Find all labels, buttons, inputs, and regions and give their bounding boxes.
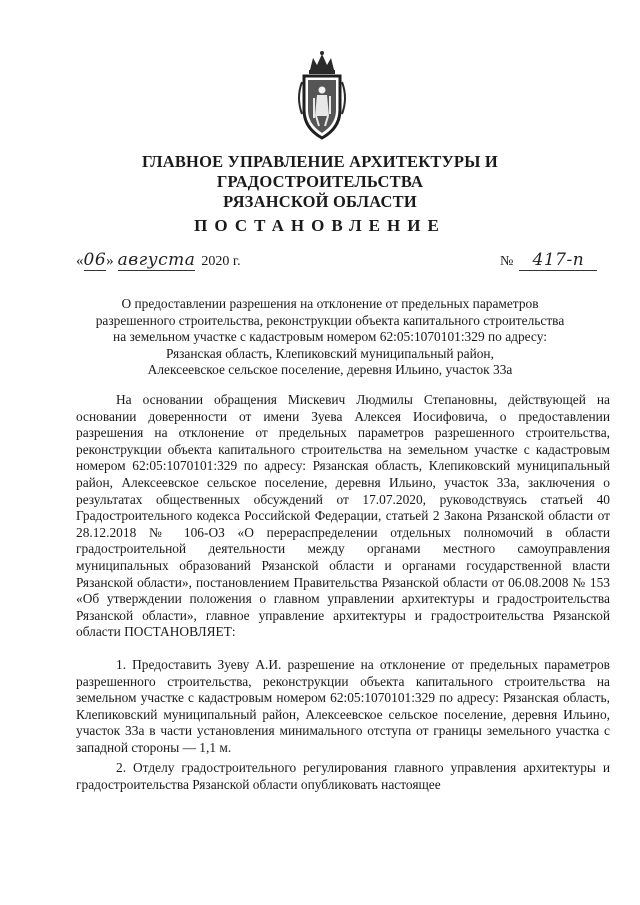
- subject-line: Алексеевское сельское поселение, деревня Ильино, участок 33а: [147, 362, 513, 377]
- quote-open: «: [76, 253, 84, 269]
- subject-line: на земельном участке с кадастровым номером 62:05:1070101:329 по адресу:: [113, 329, 547, 344]
- document-body: [76, 392, 610, 794]
- date-month: августа: [117, 250, 196, 270]
- subject-line: Рязанская область, Клепиковский муниципальный район,: [166, 345, 494, 361]
- subject-line: О предоставлении разрешения на отклонение от предельных параметров: [121, 296, 539, 311]
- organization-title: [40, 152, 600, 212]
- coat-of-arms-icon: [296, 48, 348, 148]
- item-1-paragraph: 1. Предоставить Зуеву А.И. разрешение на отклонение от предельных параметров разрешенного строительства, реконструкции объекта капитального строительства на земельном участке с кадастровым номером 62:05:1070101:329 по адресу: Рязанская область, Клепиковский муниципальный район, Алексеевское сельское поселение, деревня Ильино, участок 33а в части установления минимального отступа от границы земельного участка с западной стороны — 1,1 м.: [76, 656, 610, 755]
- preamble-paragraph: На основании обращения Мискевич Людмилы Степановны, действующей на основании доверенности от имени Зуева Алексея Иосифовича, о предоставлении разрешения на отклонение от предельных параметров разрешенного строительства, реконструкции объекта капитального строительства на земельном участке с кадастровым номером 62:05:1070101:329 по адресу: Рязанская область, Клепиковский муниципальный район, Алексеевское сельское поселение, деревня Ильино, участок 33а, заключения о результатах общественных обсуждений от 17.07.2020, руководствуясь статьей 40 Градостроительного кодекса Российской Федерации, статьей 2 Закона Рязанской области от 28.12.2018 № 106-ОЗ «О перераспределении отдельных полномочий в области градостроительной деятельности между органами местного самоуправления муниципальных образований Рязанской области и органами государственной власти Рязанской области», постановлением Правительства Рязанской области от 06.08.2008 № 153 «Об утверждении положения о главном управлении архитектуры и градостроительства Рязанской области», главное управление архитектуры и градостроительства Рязанской области ПОСТАНОВЛЯЕТ:: [76, 392, 610, 640]
- number-prefix: №: [500, 254, 514, 269]
- item-2-paragraph: 2. Отделу градостроительного регулирования главного управления архитектуры и градостроительства Рязанской области опубликовать настоящее: [76, 760, 610, 793]
- org-title-line1: ГЛАВНОЕ УПРАВЛЕНИЕ АРХИТЕКТУРЫ И ГРАДОСТРОИТЕЛЬСТВА: [142, 152, 498, 191]
- quote-close: »: [106, 253, 114, 269]
- number-value: 417-п: [519, 250, 597, 271]
- org-title-line2: РЯЗАНСКОЙ ОБЛАСТИ: [223, 192, 417, 211]
- date-year: 2020 г.: [201, 254, 241, 269]
- subject-line: разрешенного строительства, реконструкции объекта капитального строительства: [95, 312, 565, 328]
- document-number: [500, 250, 620, 271]
- document-date: [76, 250, 276, 278]
- document-subject: [70, 296, 590, 379]
- document-type: ПОСТАНОВЛЕНИЕ: [194, 216, 446, 235]
- date-day: 06: [83, 250, 107, 270]
